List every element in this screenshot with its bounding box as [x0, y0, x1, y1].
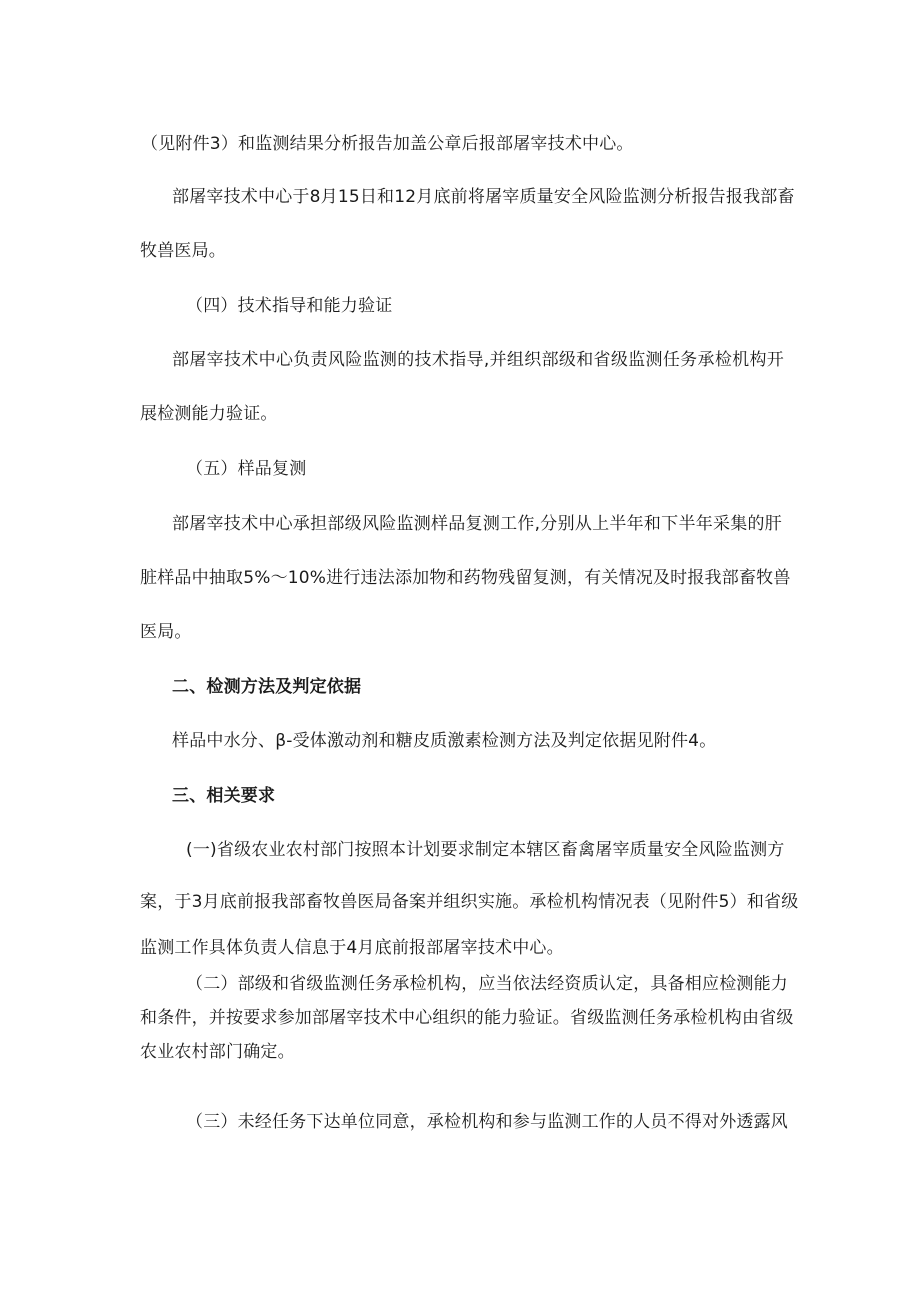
paragraph-8-line-1: （三）未经任务下达单位同意，承检机构和参与监测工作的人员不得对外透露风 [186, 1112, 788, 1132]
paragraph-3-line-1: 部屠宰技术中心负责风险监测的技术指导,并组织部级和省级监测任务承检机构开 [172, 350, 784, 370]
paragraph-5-line-1: 样品中水分、β-受体激动剂和糖皮质激素检测方法及判定依据见附件4。 [172, 731, 717, 751]
paragraph-7-line-3: 农业农村部门确定。 [140, 1042, 295, 1062]
paragraph-1-line-1: （见附件3）和监测结果分析报告加盖公章后报部屠宰技术中心。 [141, 134, 634, 154]
section-2-heading: 二、检测方法及判定依据 [172, 677, 362, 697]
paragraph-4-line-2: 脏样品中抽取5%～10%进行违法添加物和药物残留复测，有关情况及时报我部畜牧兽 [140, 568, 791, 588]
paragraph-4-line-3: 医局。 [140, 622, 192, 642]
subheading-sample-retest: （五）样品复测 [186, 459, 307, 479]
subheading-technical-guidance: （四）技术指导和能力验证 [186, 296, 393, 316]
section-3-heading: 三、相关要求 [172, 786, 276, 806]
paragraph-7-line-1: （二）部级和省级监测任务承检机构，应当依法经资质认定，具备相应检测能力 [186, 974, 788, 994]
paragraph-6-line-2: 案，于3月底前报我部畜牧兽医局备案并组织实施。承检机构情况表（见附件5）和省级 [140, 892, 799, 912]
paragraph-2-line-1: 部屠宰技术中心于8月15日和12月底前将屠宰质量安全风险监测分析报告报我部畜 [172, 187, 795, 207]
paragraph-2-line-2: 牧兽医局。 [140, 241, 226, 261]
paragraph-7-line-2: 和条件，并按要求参加部屠宰技术中心组织的能力验证。省级监测任务承检机构由省级 [140, 1008, 794, 1028]
paragraph-6-line-3: 监测工作具体负责人信息于4月底前报部屠宰技术中心。 [140, 938, 564, 958]
paragraph-6-line-1: (一)省级农业农村部门按照本计划要求制定本辖区畜禽屠宰质量安全风险监测方 [186, 840, 785, 860]
paragraph-3-line-2: 展检测能力验证。 [140, 404, 278, 424]
paragraph-4-line-1: 部屠宰技术中心承担部级风险监测样品复测工作,分别从上半年和下半年采集的肝 [172, 514, 782, 534]
